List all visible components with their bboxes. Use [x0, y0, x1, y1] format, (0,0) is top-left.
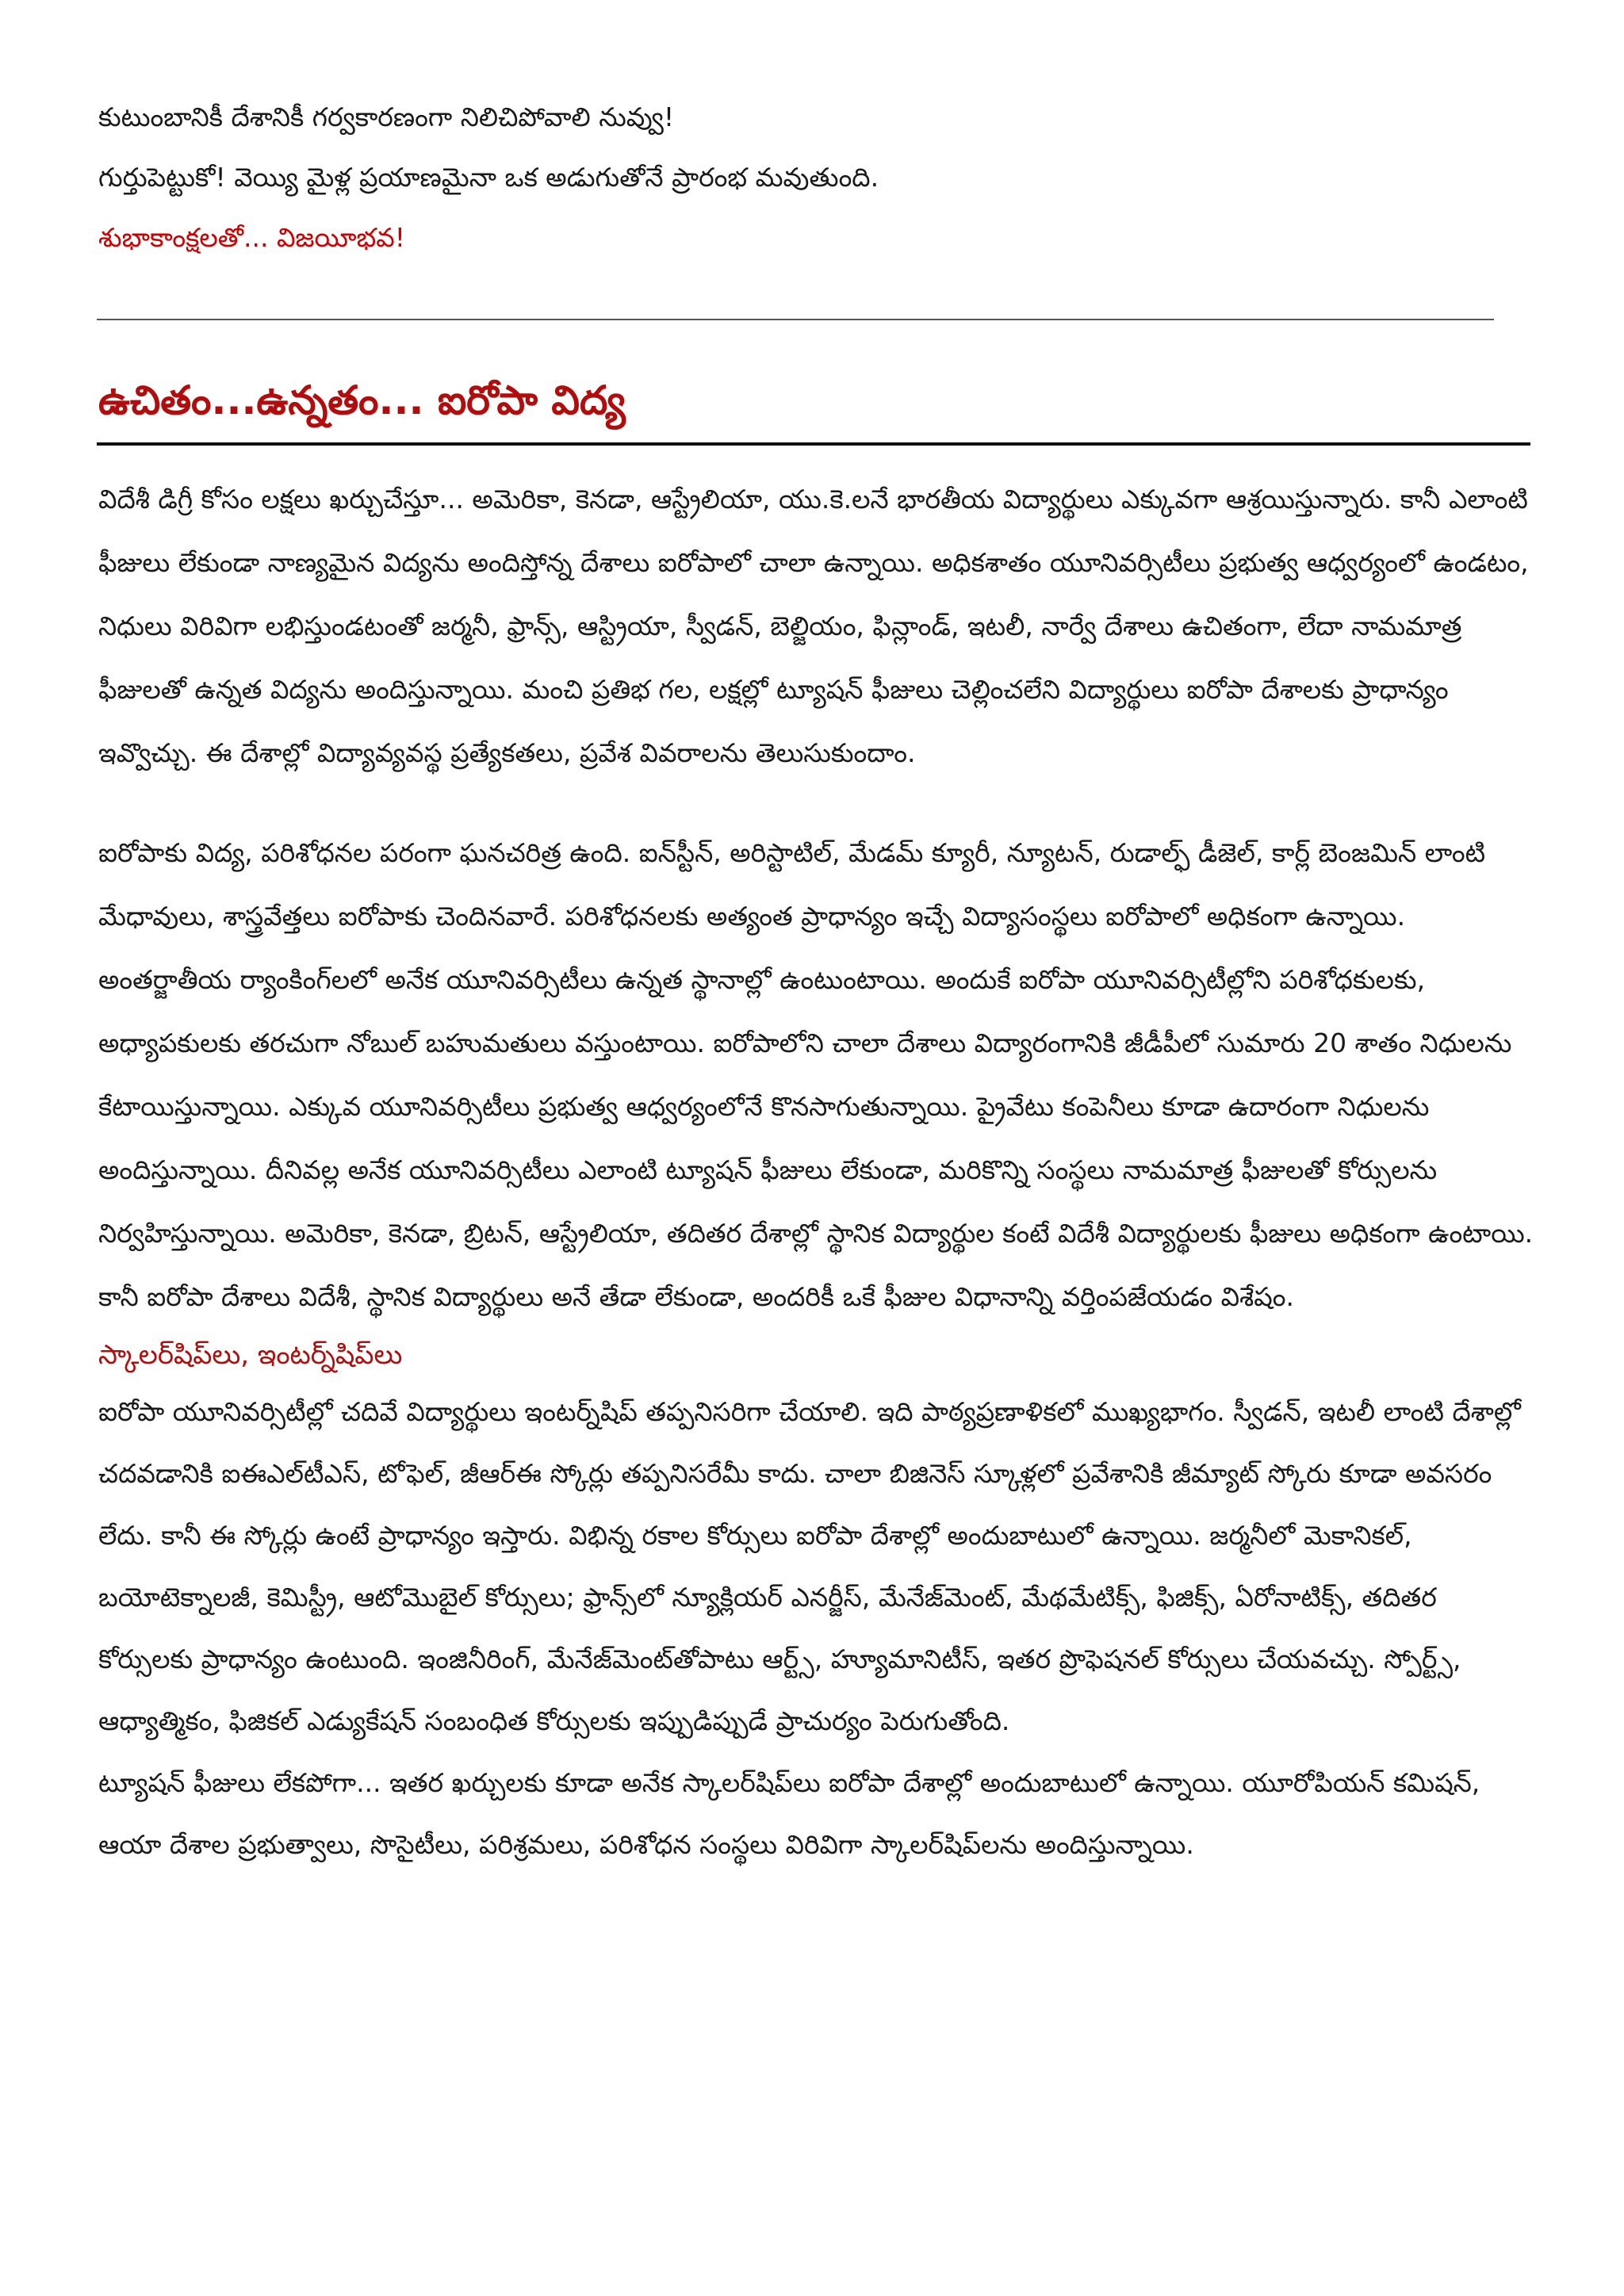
- article-title: ఉచితం...ఉన్నతం... ఐరోపా విద్య: [98, 377, 626, 423]
- intro-line-journey: గుర్తుపెట్టుకో! వెయ్యి మైళ్ల ప్రయాణమైనా ఒక అడుగుతోనే ప్రారంభ మవుతుంది.: [98, 162, 879, 193]
- paragraph-history: ఐరోపాకు విద్య, పరిశోధనల పరంగా ఘనచరిత్ర ఉంది. ఐన్‌స్టీన్, అరిస్టాటిల్, మేడమ్ క్యూరీ, న్యూటన్, రుడాల్ఫ్ డీజెల్, కార్ల్ బెంజమిన్ లాంటి మేధావులు, శాస్త్రవేత్తలు ఐరోపాకు చెందినవారే. పరిశోధనలకు అత్యంత ప్రాధాన్యం ఇచ్చే విద్యాసంస్థలు ఐరోపాలో అధికంగా ఉన్నాయి. అంతర్జాతీయ ర్యాంకింగ్‌లలో అనేక యూనివర్సిటీలు ఉన్నత స్థానాల్లో ఉంటుంటాయి. అందుకే ఐరోపా యూనివర్సిటీల్లోని పరిశోధకులకు, అధ్యాపకులకు తరచుగా నోబుల్ బహుమతులు వస్తుంటాయి. ఐరోపాలోని చాలా దేశాలు విద్యారంగానికి జీడీపీలో సుమారు 20 శాతం నిధులను కేటాయిస్తున్నాయి. ఎక్కువ యూనివర్సిటీలు ప్రభుత్వ ఆధ్వర్యంలోనే కొనసాగుతున్నాయి. ప్రైవేటు కంపెనీలు కూడా ఉదారంగా నిధులను అందిస్తున్నాయి. దీనివల్ల అనేక యూనివర్సిటీలు ఎలాంటి ట్యూషన్ ఫీజులు లేకుండా, మరికొన్ని సంస్థలు నామమాత్ర ఫీజులతో కోర్సులను నిర్వహిస్తున్నాయి. అమెరికా, కెనడా, బ్రిటన్, ఆస్ట్రేలియా, తదితర దేశాల్లో స్థానిక విద్యార్థుల కంటే విదేశీ విద్యార్థులకు ఫీజులు అధికంగా ఉంటాయి. కానీ ఐరోపా దేశాలు విదేశీ, స్థానిక విద్యార్థులు అనే తేడా లేకుండా, అందరికీ ఒకే ఫీజుల విధానాన్ని వర్తింపజేయడం విశేషం.: [98, 837, 1534, 1312]
- paragraph-scholarships: ట్యూషన్ ఫీజులు లేకపోగా... ఇతర ఖర్చులకు కూడా అనేక స్కాలర్‌షిప్‌లు ఐరోపా దేశాల్లో అందుబాటులో ఉన్నాయి. యూరోపియన్ కమిషన్, ఆయా దేశాల ప్రభుత్వాలు, సొసైటీలు, పరిశ్రమలు, పరిశోధన సంస్థలు విరివిగా స్కాలర్‌షిప్‌లను అందిస్తున్నాయి.: [98, 1767, 1480, 1860]
- paragraph-gap: [98, 785, 1534, 821]
- intro-wishes: శుభాకాంక్షలతో... విజయీభవ!: [98, 222, 406, 253]
- intro-line-pride: కుటుంబానికీ దేశానికీ గర్వకారణంగా నిలిచిపోవాలి నువ్వు!: [98, 101, 675, 132]
- intro-section: [98, 100, 1526, 281]
- title-underline: [97, 442, 1530, 446]
- article-body: [98, 468, 1534, 1876]
- subheading-scholarships: స్కాలర్‌షిప్‌లు, ఇంటర్న్‌షిప్‌లు: [98, 1339, 403, 1371]
- paragraph-intro: విదేశీ డిగ్రీ కోసం లక్షలు ఖర్చుచేస్తూ... అమెరికా, కెనడా, ఆస్ట్రేలియా, యు.కె.లనే భారతీయ విద్యార్థులు ఎక్కువగా ఆశ్రయిస్తున్నారు. కానీ ఎలాంటి ఫీజులు లేకుండా నాణ్యమైన విద్యను అందిస్తోన్న దేశాలు ఐరోపాలో చాలా ఉన్నాయి. అధికశాతం యూనివర్సిటీలు ప్రభుత్వ ఆధ్వర్యంలో ఉండటం, నిధులు విరివిగా లభిస్తుండటంతో జర్మనీ, ఫ్రాన్స్, ఆస్ట్రియా, స్వీడన్, బెల్జియం, ఫిన్లాండ్, ఇటలీ, నార్వే దేశాలు ఉచితంగా, లేదా నామమాత్ర ఫీజులతో ఉన్నత విద్యను అందిస్తున్నాయి. మంచి ప్రతిభ గల, లక్షల్లో ట్యూషన్ ఫీజులు చెల్లించలేని విద్యార్థులు ఐరోపా దేశాలకు ప్రాధాన్యం ఇవ్వొచ్చు. ఈ దేశాల్లో విద్యావ్యవస్థ ప్రత్యేకతలు, ప్రవేశ వివరాలను తెలుసుకుందాం.: [98, 484, 1529, 768]
- paragraph-internships: ఐరోపా యూనివర్సిటీల్లో చదివే విద్యార్థులు ఇంటర్న్‌షిప్ తప్పనిసరిగా చేయాలి. ఇది పాఠ్యప్రణాళికలో ముఖ్యభాగం. స్వీడన్, ఇటలీ లాంటి దేశాల్లో చదవడానికి ఐఈఎల్‌టీఎస్, టోఫెల్, జీఆర్‌ఈ స్కోర్లు తప్పనిసరేమీ కాదు. చాలా బిజినెస్ స్కూళ్లలో ప్రవేశానికి జీమ్యాట్ స్కోరు కూడా అవసరం లేదు. కానీ ఈ స్కోర్లు ఉంటే ప్రాధాన్యం ఇస్తారు. విభిన్న రకాల కోర్సులు ఐరోపా దేశాల్లో అందుబాటులో ఉన్నాయి. జర్మనీలో మెకానికల్, బయోటెక్నాలజీ, కెమిస్ట్రీ, ఆటోమొబైల్ కోర్సులు; ఫ్రాన్స్‌లో న్యూక్లియర్ ఎనర్జీస్, మేనేజ్‌మెంట్, మేథమేటిక్స్, ఫిజిక్స్, ఏరోనాటిక్స్, తదితర కోర్సులకు ప్రాధాన్యం ఉంటుంది. ఇంజినీరింగ్, మేనేజ్‌మెంట్‌తోపాటు ఆర్ట్స్, హ్యూమానిటీస్, ఇతర ప్రొఫెషనల్ కోర్సులు చేయవచ్చు. స్పోర్ట్స్, ఆధ్యాత్మికం, ఫిజికల్ ఎడ్యుకేషన్ సంబంధిత కోర్సులకు ఇప్పుడిప్పుడే ప్రాచుర్యం పెరుగుతోంది.: [98, 1396, 1521, 1736]
- section-divider: [97, 319, 1494, 320]
